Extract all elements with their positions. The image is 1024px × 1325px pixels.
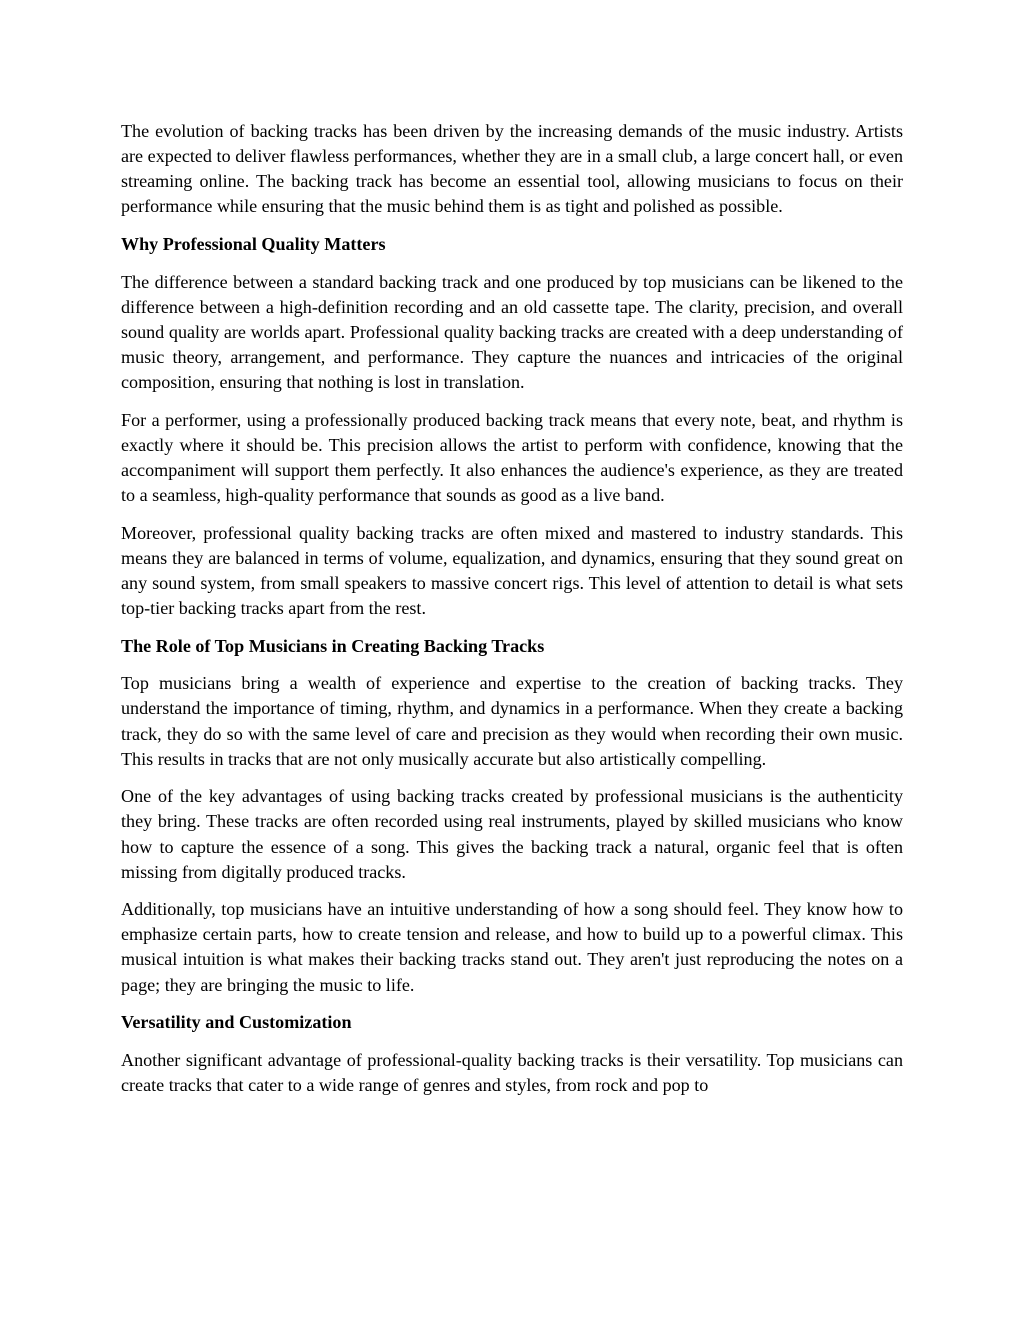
paragraph-performer: For a performer, using a professionally produced backing track means that every note, beat, and rhythm is exactly where it should be. This precision allows the artist to perform with confidence, knowing that the accompaniment will support them perfectly. It also enhances the audience's experience, as they are treated to a seamless, high-quality performance that sounds as good as a live band. xyxy=(121,409,903,505)
paragraph-mixing: Moreover, professional quality backing tracks are often mixed and mastered to industry standards. This means they are balanced in terms of volume, equalization, and dynamics, ensuring that they sound great on any sound system, from small speakers to massive concert rigs. This level of attention to detail is what sets top-tier backing tracks apart from the rest. xyxy=(121,522,903,618)
section-heading-top-musicians: The Role of Top Musicians in Creating Backing Tracks xyxy=(121,635,545,656)
intro-paragraph: The evolution of backing tracks has been driven by the increasing demands of the music industry. Artists are expected to deliver flawless performances, whether they are in a small club, a large concert hall, or even streaming online. The backing track has become an essential tool, allowing musicians to focus on their performance while ensuring that the music behind them is as tight and polished as possible. xyxy=(121,121,903,217)
section-heading-professional-quality: Why Professional Quality Matters xyxy=(121,233,386,254)
section-heading-versatility: Versatility and Customization xyxy=(121,1012,352,1033)
paragraph-versatility: Another significant advantage of professional-quality backing tracks is their versatility. Top musicians can create tracks that cater to a wide range of genres and styles, from rock and pop to xyxy=(121,1049,903,1096)
paragraph-intuition: Additionally, top musicians have an intuitive understanding of how a song should feel. They know how to emphasize certain parts, how to create tension and release, and how to build up to a powerful climax. This musical intuition is what makes their backing tracks stand out. They aren't just reproducing the notes on a page; they are bringing the music to life. xyxy=(121,899,903,995)
paragraph-difference: The difference between a standard backing track and one produced by top musicians can be likened to the difference between a high-definition recording and an old cassette tape. The clarity, precision, and overall sound quality are worlds apart. Professional quality backing tracks are created with a deep understanding of music theory, arrangement, and performance. They capture the nuances and intricacies of the original composition, ensuring that nothing is lost in translation. xyxy=(121,271,903,393)
paragraph-expertise: Top musicians bring a wealth of experience and expertise to the creation of backing tracks. They understand the importance of timing, rhythm, and dynamics in a performance. When they create a backing track, they do so with the same level of care and precision as they would when recording their own music. This results in tracks that are not only musically accurate but also artistically compelling. xyxy=(121,673,903,769)
document-page xyxy=(121,119,903,1111)
paragraph-authenticity: One of the key advantages of using backing tracks created by professional musicians is the authenticity they bring. These tracks are often recorded using real instruments, played by skilled musicians who know how to capture the essence of a song. This gives the backing track a natural, organic feel that is often missing from digitally produced tracks. xyxy=(121,786,903,882)
